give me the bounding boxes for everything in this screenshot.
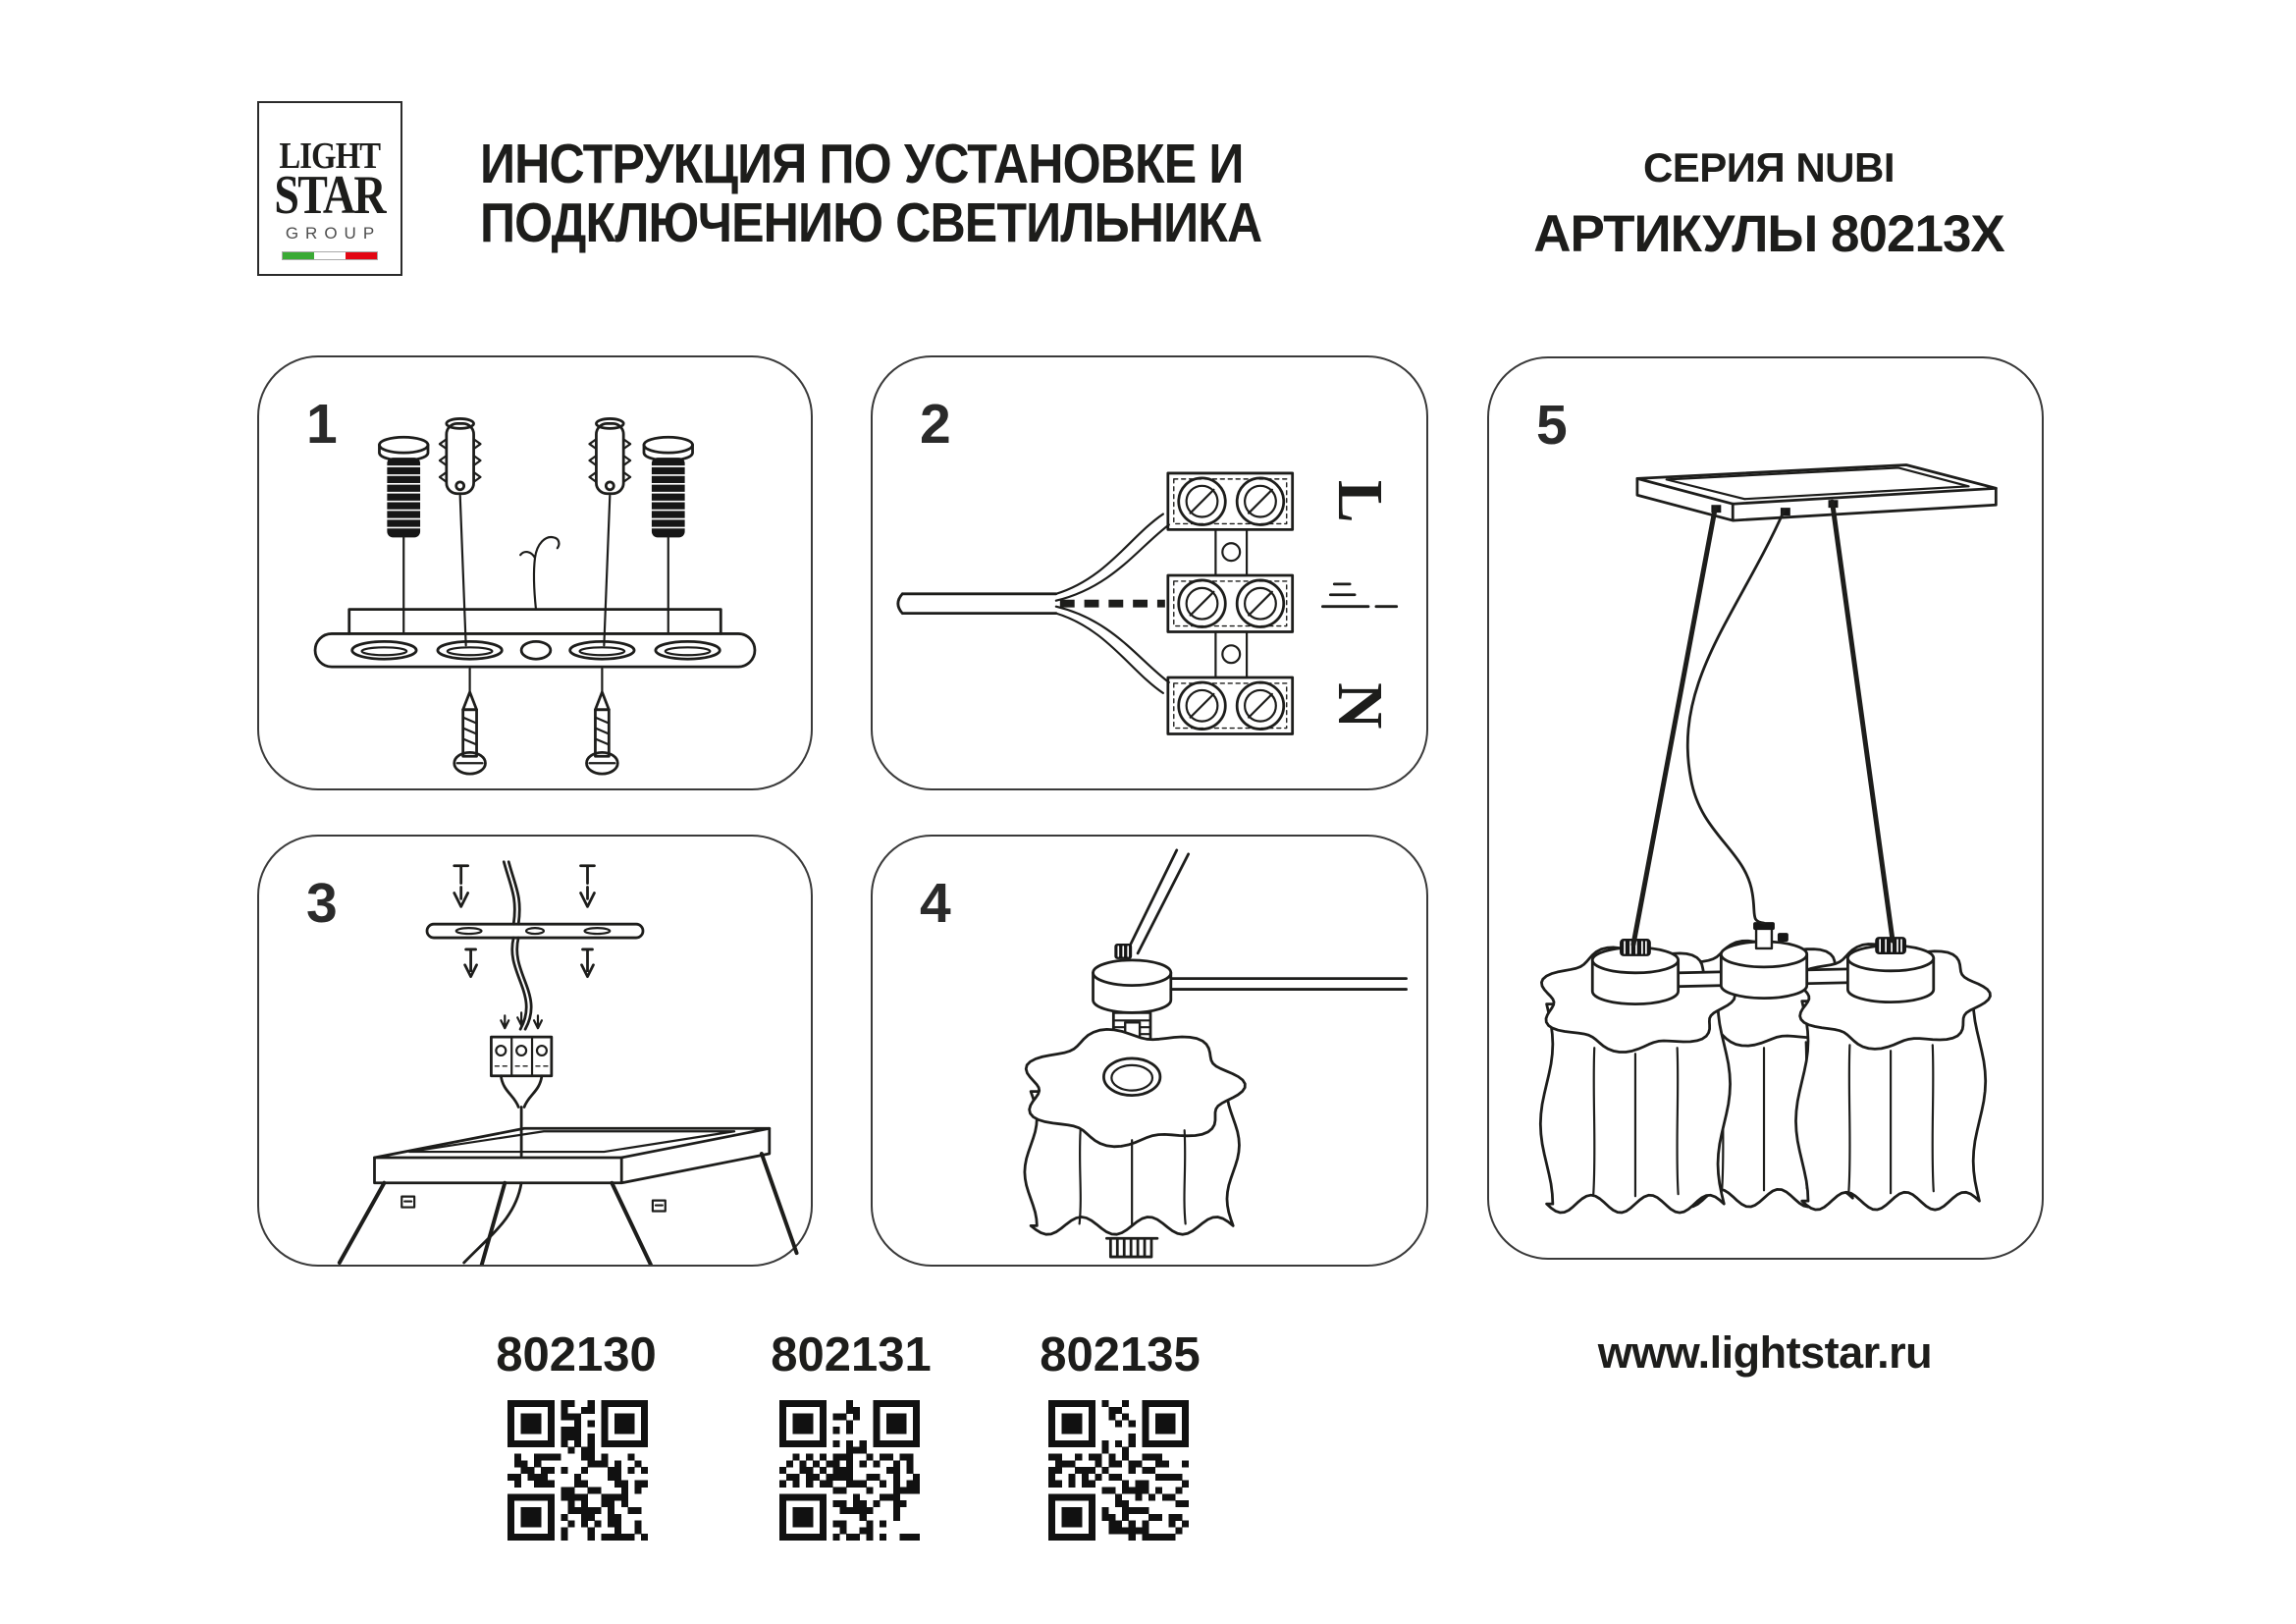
step-panel-1 bbox=[257, 355, 813, 790]
hook-wire-icon bbox=[520, 537, 559, 610]
series-name: СЕРИЯ NUBI bbox=[1642, 144, 1896, 190]
step-number-2: 2 bbox=[920, 393, 951, 456]
screw-right-icon bbox=[587, 669, 618, 774]
suspension-wire-icon bbox=[504, 862, 531, 1029]
qr-code bbox=[507, 1400, 648, 1541]
logo-word-group: GROUP bbox=[285, 224, 382, 243]
wall-anchor-left-icon bbox=[440, 418, 481, 645]
socket-holder-icon bbox=[1094, 944, 1407, 1048]
step-number-5: 5 bbox=[1536, 394, 1568, 457]
article-code-802131: 802131 bbox=[771, 1328, 932, 1381]
step-3-illustration bbox=[259, 837, 811, 1265]
qr-code bbox=[1048, 1400, 1189, 1541]
step-1-illustration bbox=[259, 357, 811, 788]
hanging-wires-icon bbox=[464, 1076, 542, 1263]
step-number-3: 3 bbox=[306, 872, 338, 935]
wall-anchor-right-icon bbox=[589, 418, 630, 645]
anchors-arrows-below-icon bbox=[465, 949, 594, 977]
step-panel-2 bbox=[871, 355, 1428, 790]
terminal-block-icon bbox=[1168, 473, 1293, 734]
step-number-1: 1 bbox=[306, 393, 338, 456]
mounting-plate bbox=[315, 537, 755, 667]
article-code-802135: 802135 bbox=[1040, 1328, 1201, 1381]
earth-ground-icon bbox=[1322, 584, 1396, 607]
suspension-rods-icon bbox=[1633, 502, 1893, 945]
title-line-1: ИНСТРУКЦИЯ ПО УСТАНОВКЕ И bbox=[480, 133, 1244, 195]
mounting-stud-right-icon bbox=[644, 437, 693, 631]
step-panel-5 bbox=[1487, 356, 2044, 1260]
article-code-802130: 802130 bbox=[496, 1328, 657, 1381]
supply-cable-icon bbox=[898, 514, 1169, 693]
logo-word-light: LIGHT bbox=[279, 135, 381, 177]
step-4-illustration bbox=[873, 837, 1426, 1265]
mounting-stud-left-icon bbox=[379, 437, 428, 631]
step-2-illustration bbox=[873, 357, 1426, 788]
ceiling-canopy-icon bbox=[1637, 464, 1996, 520]
small-terminal-block-icon bbox=[491, 1012, 551, 1075]
italian-flag-icon bbox=[282, 251, 378, 260]
step-number-4: 4 bbox=[920, 872, 951, 935]
title-line-2: ПОДКЛЮЧЕНИЮ СВЕТИЛЬНИКА bbox=[480, 191, 1262, 254]
step-panel-3 bbox=[257, 835, 813, 1267]
suspension-wires-icon bbox=[1128, 850, 1188, 953]
step-5-illustration bbox=[1489, 358, 2042, 1258]
ceiling-plate-icon bbox=[427, 924, 643, 938]
lightstar-logo bbox=[257, 101, 402, 276]
shade-bottom-fitting-icon bbox=[1106, 1238, 1157, 1257]
articles-heading: АРТИКУЛЫ 80213X bbox=[1533, 205, 2004, 263]
cloud-shade-icon bbox=[1025, 1029, 1245, 1234]
neutral-label: N bbox=[1324, 682, 1396, 730]
line-label: L bbox=[1324, 479, 1396, 523]
step-panel-4 bbox=[871, 835, 1428, 1267]
screws-arrows-above-icon bbox=[454, 866, 595, 907]
qr-code bbox=[779, 1400, 920, 1541]
canopy-frame-icon bbox=[340, 1128, 797, 1265]
socket-cap-middle-icon bbox=[1721, 922, 1806, 998]
logo-word-star: STAR bbox=[274, 165, 386, 226]
screw-left-icon bbox=[454, 669, 486, 774]
website-url: www.lightstar.ru bbox=[1597, 1327, 1933, 1378]
page-title bbox=[480, 135, 1261, 252]
